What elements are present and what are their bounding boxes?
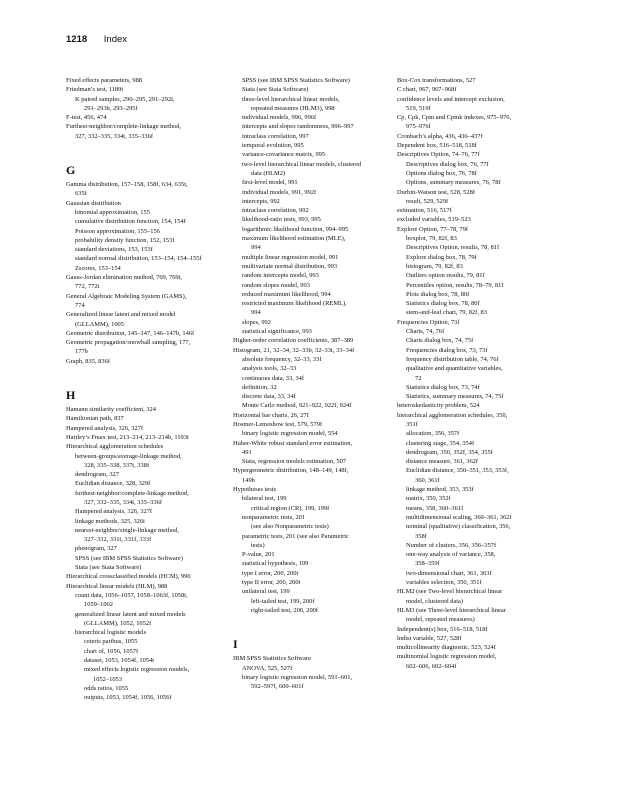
index-subentry: allocation, 356, 357f (406, 430, 460, 438)
index-subentry: cumulative distribution function, 154, 154f (75, 218, 186, 226)
index-subentry: intraclass correlation, 992 (242, 207, 309, 215)
index-subentry: 177b (75, 348, 88, 356)
index-subentry: reduced maximum likelihood, 994 (242, 290, 331, 298)
index-subentry: Options dialog box, 76, 78f (406, 169, 477, 177)
index-subentry: 358–359f (415, 560, 440, 568)
index-subentry: three-level hierarchical linear models, (242, 95, 340, 103)
index-entry: F-test, 456, 474 (66, 114, 107, 122)
index-subentry: odds ratios, 1055 (84, 684, 129, 692)
index-subentry: 994 (251, 309, 261, 317)
index-subentry: type I error, 200, 200t (242, 569, 299, 577)
index-entry: Hamiltonian path, 837 (66, 415, 124, 423)
index-subentry: boxplot, 79, 82f, 83 (406, 235, 457, 243)
index-subentry: HLM2 (see Two-level hierarchical linear (397, 588, 503, 596)
index-entry: Higher-order correlation coefficients, 387–389 (233, 337, 354, 345)
running-title: Index (103, 34, 128, 45)
index-subentry: two-level hierarchical linear models, clustered (242, 160, 362, 168)
index-subentry: frequency distribution table, 74, 76f (406, 355, 499, 363)
index-subentry: left-tailed test, 199, 200f (251, 597, 315, 605)
index-subentry: C chart, 967, 967–968f (397, 86, 457, 94)
index-subentry: matrix, 350, 352f (406, 495, 451, 503)
index-subentry: one-way analysis of variance, 358, (406, 551, 496, 559)
index-subentry: phenogram, 327 (75, 545, 117, 553)
index-entry: Furthest-neighbor/complete-linkage method, (66, 123, 182, 131)
index-subentry: 1052–1053 (93, 675, 122, 683)
index-subentry: Dependent box, 516–518, 518f (397, 142, 477, 150)
index-subentry: multicollinearity diagnostic, 523, 524f (397, 644, 496, 652)
index-subentry: Box-Cox transformations, 527 (397, 77, 476, 84)
index-subentry: Plots dialog box, 78, 80f (406, 290, 470, 298)
index-subentry: dataset, 1053, 1054f, 1054t (84, 657, 155, 665)
index-subentry: dendrogram, 350, 352f, 354, 355f (406, 448, 493, 456)
section-gap (66, 141, 226, 159)
page-number: 1218 (66, 34, 88, 45)
index-subentry: confidence levels and intercept exclusion, (397, 95, 505, 103)
index-subentry: 994 (251, 244, 261, 252)
index-subentry: Charts dialog box, 74, 75f (406, 337, 474, 345)
index-subentry: Euclidian distance, 328, 329f (75, 480, 151, 488)
index-subentry: 774 (75, 301, 85, 309)
index-subentry: heteroskedasticity problem, 524 (397, 402, 480, 410)
index-subentry: random intercepts model, 993 (242, 272, 319, 280)
index-entry: Geometric distribution, 145–147, 146–147b, 146f (66, 329, 195, 337)
index-subentry: probability density function, 152, 153f (75, 236, 175, 244)
index-subentry: Charts, 74, 76f (406, 328, 445, 336)
index-subentry: mixed effects logistic regression models, (84, 666, 190, 674)
index-subentry: Statistics dialog box, 78, 80f (406, 300, 480, 308)
section-letter-heading: G (66, 163, 76, 178)
index-subentry: type II error, 200, 200t (242, 579, 301, 587)
index-subentry: intercepts, 992 (242, 197, 280, 205)
index-entry: Hypergeometric distribution, 148–149, 148f, (233, 467, 349, 475)
index-subentry: Hampered analysis, 326, 327f (75, 508, 153, 516)
index-subentry: SPSS (see IBM SPSS Statistics Software) (242, 77, 350, 84)
index-subentry: histogram, 79, 82f, 83 (406, 262, 463, 270)
index-subentry: Outliers option results, 79, 81f (406, 272, 485, 280)
index-subentry: multivariate normal distribution, 993 (242, 262, 338, 270)
index-subentry: outputs, 1053, 1054f, 1056, 1056f (84, 694, 172, 702)
index-subentry: Stata (see Stata Software) (242, 86, 309, 94)
index-entry: Histogram, 21, 32–34, 32–33b, 32–33t, 33–34f (233, 346, 355, 354)
index-subentry: restricted maximum likelihood (REML), (242, 300, 347, 308)
index-subentry: Cronbach’s alpha, 436, 436–437f (397, 132, 483, 140)
index-subentry: chart of, 1056, 1057f (84, 647, 139, 655)
index-subentry: 602–606, 602–604f (406, 662, 457, 670)
section-gap (66, 366, 226, 384)
index-subentry: 358f (415, 532, 427, 540)
index-subentry: 351f (406, 420, 418, 428)
index-subentry: means, 358, 360–361f (406, 504, 464, 512)
index-entry: Hypotheses tests (233, 486, 277, 494)
index-subentry: Number of clusters, 356, 356–357f (406, 541, 497, 549)
index-entry: Hosmer-Lemeshow test, 579, 579f (233, 420, 323, 428)
index-subentry: first-level model, 991 (242, 179, 298, 187)
index-subentry: individual models, 991, 992f (242, 188, 317, 196)
index-subentry: Frequencies Option, 73f (397, 318, 460, 326)
index-subentry: Independent(s) box, 516–518, 518f (397, 625, 488, 633)
index-subentry: binary logistic regression model, 554 (242, 430, 338, 438)
index-subentry: bilateral test, 199 (242, 495, 287, 503)
index-subentry: hierarchical logistic models (75, 629, 147, 637)
index-subentry: 491 (242, 448, 252, 456)
index-subentry: SPSS (see IBM SPSS Statistics Software) (75, 554, 183, 562)
index-entry: Graph, 835, 836f (66, 357, 110, 365)
index-subentry: definition, 32 (242, 383, 277, 391)
index-subentry: ceteris paribus, 1055 (84, 638, 138, 646)
index-subentry: (GLLAMM), 1005 (75, 320, 124, 328)
index-subentry: 291–293b, 293–295f (84, 104, 138, 112)
index-subentry: 327–332, 331t, 331f, 333f (84, 536, 152, 544)
index-subentry: Explore Option, 77–78, 79f (397, 225, 468, 233)
index-subentry: discrete data, 33, 34f (242, 393, 296, 401)
index-subentry: Euclidian distance, 350–351, 353, 353f, (406, 467, 509, 475)
index-entry: Hamann similarity coefficient, 324 (66, 406, 156, 414)
index-entry: Hierarchical linear models (HLM), 988 (66, 582, 168, 590)
index-subentry: estimation, 516, 517f (397, 207, 452, 215)
index-entry: Horizontal bar charts, 26, 27f (233, 411, 309, 419)
index-subentry: individual models, 996, 996f (242, 114, 317, 122)
index-subentry: 635f (75, 190, 87, 198)
index-subentry: absolute frequency, 32–33, 33f (242, 355, 322, 363)
index-subentry: unilateral test, 199 (242, 588, 290, 596)
index-subentry: two-dimensional chart, 361, 363f (406, 569, 492, 577)
index-subentry: Statistics, summary measures, 74, 75f (406, 393, 504, 401)
index-entry: Gaussian distribution (66, 199, 121, 207)
index-entry: Friedman’s test, 1189t (66, 86, 124, 94)
index-entry: Huber-White robust standard error estimation, (233, 439, 353, 447)
index-subentry: Frequencies dialog box, 73, 73f (406, 346, 488, 354)
index-entry: Geometric propagation/snowball sampling, 177, (66, 339, 191, 347)
index-subentry: binomial approximation, 155 (75, 208, 150, 216)
index-subentry: Options, summary measures, 76, 78f (406, 179, 501, 187)
index-subentry: multidimensional scaling, 360–361, 362f (406, 513, 512, 521)
index-column-2 (233, 76, 403, 691)
index-entry: Hartley’s Fmax test, 213–214, 213–214b, 1193t (66, 433, 189, 441)
section-letter-heading: H (66, 388, 76, 403)
index-subentry: 360, 361f (415, 476, 440, 484)
index-subentry: Explore dialog box, 78, 79f (406, 253, 477, 261)
index-subentry: Descriptives dialog box, 76, 77f (406, 160, 489, 168)
index-subentry: hierarchical agglomeration schedules, 350, (397, 411, 508, 419)
index-subentry: right-tailed test, 200, 200f (251, 606, 319, 614)
index-subentry: lndist variable, 527, 528f (397, 634, 462, 642)
index-subentry: 328, 335–338, 337t, 338f (84, 461, 150, 469)
index-subentry: model, clustered data) (406, 597, 464, 605)
index-subentry: variance-covariance matrix, 995 (242, 151, 326, 159)
index-subentry: stem-and-leaf chart, 79, 82f, 83 (406, 309, 487, 317)
index-subentry: generalized linear latent and mixed models (75, 610, 186, 618)
index-entry: Gauss-Jordan elimination method, 769, 769t, (66, 274, 183, 282)
index-subentry: likelihood-ratio tests, 993, 995 (242, 216, 321, 224)
index-entry: Hampered analysis, 326, 327f (66, 424, 144, 432)
index-subentry: Durbin-Watson test, 528, 528f (397, 188, 475, 196)
index-subentry: furthest-neighbor/complete-linkage method, (75, 489, 189, 497)
index-subentry: Zscores, 153–154 (75, 264, 121, 272)
index-subentry: P-value, 201 (242, 551, 275, 559)
index-subentry: between-groups/average-linkage method, (75, 452, 182, 460)
index-subentry: 327, 332–335, 334t, 335–336f (75, 132, 153, 140)
index-entry: Fixed effects parameters, 988 (66, 77, 143, 84)
index-subentry: intercepts and slopes randomness, 996–997 (242, 123, 354, 131)
index-subentry: continuous data, 33, 34f (242, 374, 305, 382)
index-subentry: tests) (251, 541, 265, 549)
section-letter-heading: I (233, 637, 238, 652)
index-subentry: critical region (CR), 199, 199f (251, 504, 330, 512)
index-subentry: Statistics dialog box, 73, 74f (406, 383, 480, 391)
index-subentry: analysis tools, 32–33 (242, 365, 297, 373)
index-entry: Gamma distribution, 157–158, 158f, 634, 635t, (66, 181, 188, 189)
index-subentry: standard deviations, 153, 153f (75, 246, 153, 254)
index-subentry: multiple linear regression model, 991 (242, 253, 339, 261)
index-entry: General Algebraic Modeling System (GAMS), (66, 292, 187, 300)
index-subentry: qualitative and quantitative variables, (406, 365, 503, 373)
index-subentry: binary logistic regression model, 591–601, (242, 673, 353, 681)
index-subentry: multinomial logistic regression model, (397, 653, 497, 661)
index-subentry: dendrogram, 327 (75, 471, 119, 479)
index-subentry: Stata, regression models estimation, 507 (242, 458, 347, 466)
index-subentry: ANOVA, 525, 527f (242, 664, 293, 672)
index-subentry: (GLLAMM), 1052, 1052f (84, 619, 152, 627)
index-subentry: count data, 1056–1057, 1058–1063f, 1058t, (75, 591, 188, 599)
index-subentry: linkage method, 353, 353f (406, 486, 474, 494)
index-subentry: 1059–1062 (84, 601, 113, 609)
index-subentry: standard normal distribution, 153–154, 154–155f (75, 255, 202, 263)
index-subentry: nonparametric tests, 201 (242, 513, 306, 521)
index-subentry: intraclass correlation, 997 (242, 132, 309, 140)
index-subentry: slopes, 992 (242, 318, 271, 326)
index-entry: IBM SPSS Statistics Software (233, 655, 311, 663)
index-subentry: Stata (see Stata Software) (75, 564, 142, 572)
index-subentry: 772, 772t (75, 283, 100, 291)
index-subentry: Descriptives Option, 74–76, 77f (397, 151, 480, 159)
index-subentry: statistical significance, 993 (242, 328, 312, 336)
index-subentry: 519, 519f (406, 104, 431, 112)
index-subentry: temporal evolution, 995 (242, 142, 304, 150)
index-subentry: Descriptives Option, results, 78, 81f (406, 244, 500, 252)
index-subentry: random slopes model, 993 (242, 281, 310, 289)
index-subentry: statistical hypothesis, 199 (242, 560, 309, 568)
index-subentry: 72 (415, 374, 422, 382)
running-header (66, 34, 127, 45)
index-subentry: logarithmic likelihood function, 994–995 (242, 225, 349, 233)
index-subentry: repeated measures (HLM3), 998 (251, 104, 335, 112)
index-subentry: 149b (242, 476, 255, 484)
index-entry: Hierarchical crossclassified models (HCM), 990 (66, 573, 191, 581)
index-subentry: 592–597f, 600–601f (251, 683, 304, 691)
index-subentry: HLM3 (see Three-level hierarchical linear (397, 606, 506, 614)
index-subentry: data (HLM2) (251, 169, 286, 177)
index-subentry: variables selection, 350, 351f (406, 579, 482, 587)
index-column-3 (388, 76, 560, 671)
index-subentry: clustering stage, 354, 354f (406, 439, 475, 447)
index-subentry: K paired samples, 290–295, 291–292t, (75, 95, 175, 103)
index-subentry: linkage methods, 325, 326t (75, 517, 145, 525)
index-subentry: result, 529, 529f (406, 197, 449, 205)
index-subentry: model, repeated measures) (406, 616, 475, 624)
index-subentry: 975–976f (406, 123, 431, 131)
index-subentry: 327, 332–335, 334t, 335–336f (84, 498, 162, 506)
section-gap (233, 615, 403, 633)
index-subentry: nearest-neighbor/single-linkage method, (75, 526, 180, 534)
index-entry: Hierarchical agglomeration schedules (66, 443, 164, 451)
index-subentry: Cp, Cpk, Cpm and Cpmk indexes, 975–976, (397, 114, 512, 122)
index-subentry: Monte Carlo method, 921–922, 922f, 924f (242, 402, 352, 410)
index-subentry: excluded variables, 519–523 (397, 216, 471, 224)
index-subentry: parametric tests, 201 (see also Parametric (242, 532, 349, 540)
index-entry: Generalized linear latent and mixed model (66, 311, 176, 319)
index-subentry: maximum likelihood estimation (MLE), (242, 235, 346, 243)
index-column-1 (66, 76, 226, 703)
index-subentry: distance measure, 361, 362f (406, 458, 479, 466)
index-subentry: nominal (qualitative) classification, 356, (406, 523, 511, 531)
index-subentry: Percentiles option, results, 78–79, 81f (406, 281, 504, 289)
index-subentry: (see also Nonparametric tests) (251, 523, 329, 531)
index-subentry: Poisson approximation, 155–156 (75, 227, 160, 235)
